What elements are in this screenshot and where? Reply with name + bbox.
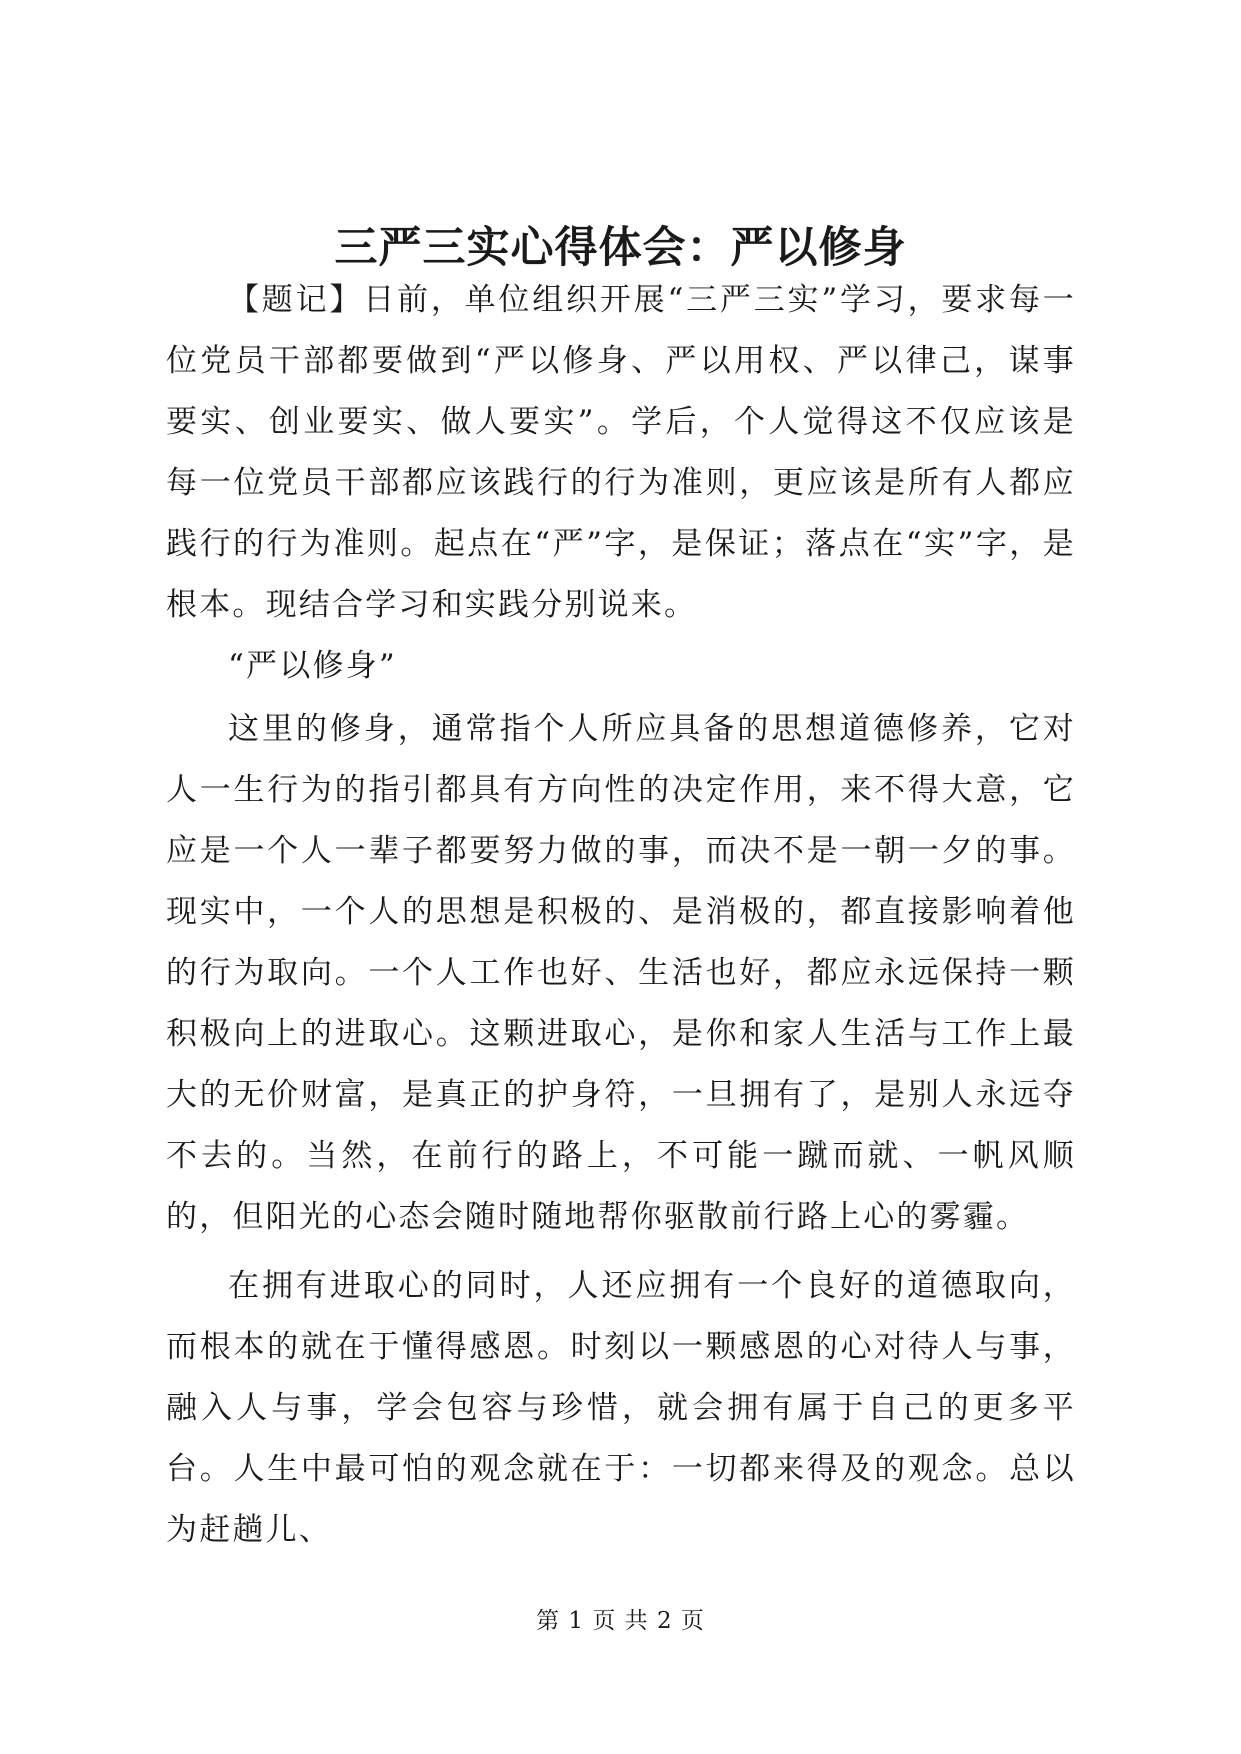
document-body bbox=[166, 270, 1076, 1561]
paragraph-preface: 【题记】日前，单位组织开展“三严三实”学习，要求每一位党员干部都要做到“严以修身、严以用权、严以律己，谋事要实、创业要实、做人要实”。学后，个人觉得这不仅应该是每一位党员干部都应该践行的行为准则，更应该是所有人都应践行的行为准则。起点在“严”字，是保证；落点在“实”字，是根本。现结合学习和实践分别说来。 bbox=[166, 282, 1076, 623]
page-number-footer: 第 1 页 共 2 页 bbox=[536, 1608, 705, 1634]
section-heading: “严以修身” bbox=[228, 648, 397, 684]
document-title: 三严三实心得体会：严以修身 bbox=[334, 223, 907, 273]
paragraph-gratitude: 在拥有进取心的同时，人还应拥有一个良好的道德取向，而根本的就在于懂得感恩。时刻以一颗感恩的心对待人与事，融入人与事，学会包容与珍惜，就会拥有属于自己的更多平台。人生中最可怕的观念就在于：一切都来得及的观念。总以为赶趟儿、 bbox=[166, 1268, 1076, 1548]
paragraph-self-cultivation: 这里的修身，通常指个人所应具备的思想道德修养，它对人一生行为的指引都具有方向性的决定作用，来不得大意，它应是一个人一辈子都要努力做的事，而决不是一朝一夕的事。现实中，一个人的思想是积极的、是消极的，都直接影响着他的行为取向。一个人工作也好、生活也好，都应永远保持一颗积极向上的进取心。这颗进取心，是你和家人生活与工作上最大的无价财富，是真正的护身符，一旦拥有了，是别人永远夺不去的。当然，在前行的路上，不可能一蹴而就、一帆风顺的，但阳光的心态会随时随地帮你驱散前行路上心的雾霾。 bbox=[166, 711, 1076, 1235]
